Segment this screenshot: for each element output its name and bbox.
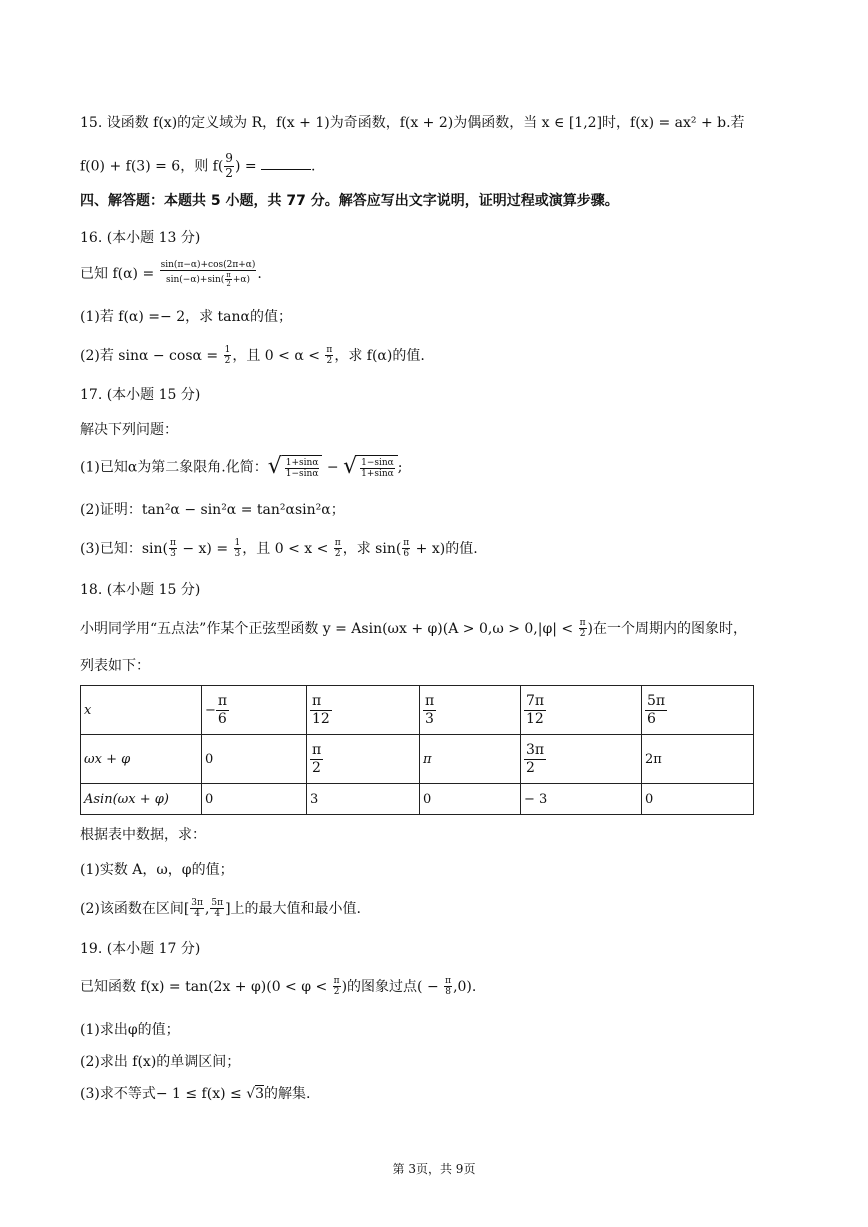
cell-den: 12: [526, 710, 544, 727]
q19-part1: (1)求出φ的值；: [80, 1022, 180, 1038]
table-row: [81, 735, 754, 784]
q16-part1: (1)若 f(α) =− 2，求 tanα的值；: [80, 309, 293, 325]
q18-line1-post: )在一个周期内的图象时，: [587, 620, 747, 637]
q17-intro: 解决下列问题：: [80, 422, 178, 438]
q19-given: [80, 976, 476, 998]
q16-p2-mid: ，且 0 < α <: [232, 347, 325, 364]
table-cell: [307, 686, 420, 735]
cell-sign: −: [205, 702, 216, 718]
q18-line1-pre: 小明同学用“五点法”作某个正弦型函数 y = Asin(ωx + φ)(A > 0,ω > 0,|φ| <: [80, 620, 578, 637]
q16-p2-f2-num: π: [326, 345, 333, 355]
q19-f1-num: π: [333, 976, 340, 986]
q16-den-inner-num: π: [226, 271, 231, 280]
cell-text: 0: [205, 751, 214, 767]
q18-line2: 列表如下：: [80, 658, 150, 674]
q16-p2-pre: (2)若 sinα − cosα =: [80, 347, 223, 364]
cell-num: π: [425, 692, 435, 709]
q15-line1: 15. 设函数 f(x)的定义域为 R，f(x + 1)为奇函数，f(x + 2)为偶函数，当 x ∈ [1,2]时，f(x) = ax² + b.若: [80, 115, 745, 131]
q18-p2-frac1: [190, 898, 204, 920]
cell-num: 5π: [647, 692, 666, 709]
q16-p2-frac1: [224, 345, 232, 367]
q17-p3-f2-num: 1: [234, 538, 241, 548]
q17-radical-2: [343, 455, 398, 480]
q17-r2-num: 1−sinα: [361, 458, 394, 468]
five-point-table: [80, 685, 754, 815]
table-cell: 0: [642, 784, 754, 815]
q19-part2: (2)求出 f(x)的单调区间；: [80, 1054, 241, 1070]
table-cell: [642, 735, 754, 784]
q15-fraction: [224, 152, 234, 181]
q17-p3-pre: (3)已知：sin(: [80, 540, 168, 557]
q17-p3-c: ，求 sin(: [342, 540, 402, 557]
cell-fraction: [423, 693, 436, 728]
table-cell: [521, 686, 642, 735]
q16-p2-f2-den: 2: [326, 356, 333, 367]
row2-label: ωx + φ: [84, 751, 131, 767]
q18-p2-f2-den: 4: [214, 909, 221, 920]
q17-radical-2-body: [357, 455, 398, 480]
q17-p3-frac1: [169, 538, 177, 560]
q19-f1-den: 2: [333, 987, 340, 998]
q18-p2-post: ]上的最大值和最小值.: [225, 900, 361, 917]
q19-p3-radicand: 3: [255, 1086, 265, 1102]
table-cell: [521, 735, 642, 784]
table-row: [81, 686, 754, 735]
section-heading: 四、解答题：本题共 5 小题，共 77 分。解答应写出文字说明，证明过程或演算步骤。: [80, 193, 619, 209]
cell-num: π: [310, 693, 332, 711]
q17-p3-f1-den: 3: [170, 549, 176, 560]
table-cell: 0: [202, 784, 307, 815]
q15-line2-pre: f(0) + f(3) = 6，则 f(: [80, 158, 224, 175]
q17-p3-a: − x) =: [177, 540, 233, 557]
cell-fraction: [310, 742, 323, 777]
q17-header: 17. (本小题 15 分): [80, 387, 201, 403]
q17-r2-den: 1+sinα: [361, 469, 394, 480]
q17-p3-f2-den: 3: [234, 549, 241, 560]
q18-line1-f-num: π: [579, 618, 586, 628]
q15-line2-post: ) =: [234, 158, 262, 175]
q17-part3: [80, 538, 478, 560]
sqrt-icon: √: [267, 454, 282, 480]
q16-p2-f1-num: 1: [224, 345, 231, 355]
q19-part3: [80, 1086, 310, 1103]
q17-p3-f3-num: π: [334, 538, 341, 548]
cell-num: π: [217, 692, 228, 709]
q19-p3-pre: (3)求不等式− 1 ≤ f(x) ≤: [80, 1086, 247, 1102]
q17-p3-f4-den: 6: [403, 549, 410, 560]
q16-p2-f1-den: 2: [224, 356, 231, 367]
q17-part2: (2)证明：tan²α − sin²α = tan²αsin²α；: [80, 502, 345, 518]
q16-given-den: [160, 271, 257, 288]
q15-line2: f(0) + f(3) = 6，则 f( $\frac{9}{2}$ ) = .: [80, 151, 316, 180]
q19-p3-post: 的解集.: [264, 1086, 311, 1102]
cell-den: 2: [312, 759, 321, 776]
q17-p3-f1-num: π: [169, 538, 176, 548]
q17-p1-pre: (1)已知α为第二象限角.化简：: [80, 459, 268, 476]
q19-given-frac2: [444, 976, 452, 998]
q18-line1-frac: [579, 618, 587, 640]
table-cell-label: [81, 686, 202, 735]
q18-p2-f1-den: 4: [194, 909, 200, 920]
q19-given-post: ,0).: [453, 978, 477, 995]
q17-p3-frac3: [334, 538, 342, 560]
q16-den-post: +α): [232, 275, 251, 286]
cell-den: 6: [647, 710, 656, 727]
table-cell: 0: [420, 784, 521, 815]
q19-header: 19. (本小题 17 分): [80, 941, 201, 957]
q16-given-fraction: [160, 260, 257, 288]
q16-header: 16. (本小题 13 分): [80, 230, 201, 246]
cell-den: 12: [312, 710, 330, 727]
q17-p1-post: ;: [397, 459, 403, 476]
q17-p3-post: + x)的值.: [411, 540, 478, 557]
q18-p2-f2-num: 5π: [211, 898, 224, 908]
cell-den: 3: [425, 710, 434, 727]
q18-line1: [80, 618, 747, 640]
q17-r1-fraction: [285, 458, 320, 480]
cell-den: 2: [526, 759, 535, 776]
q18-line1-f-den: 2: [579, 629, 586, 640]
cell-fraction: [645, 693, 667, 728]
q16-den-pre: sin(−α)+sin(: [166, 275, 225, 286]
q19-given-frac1: [333, 976, 341, 998]
row1-label: x: [84, 702, 92, 718]
q16-p2-frac2: [325, 345, 333, 367]
q15-frac-num: 9: [225, 151, 233, 165]
cell-den: 6: [217, 710, 227, 727]
q17-p3-frac2: [234, 538, 242, 560]
table-cell-label: [81, 735, 202, 784]
q19-given-mid: )的图象过点( −: [341, 978, 444, 995]
cell-fraction: [524, 742, 546, 777]
table-cell: [420, 735, 521, 784]
q18-p2-pre: (2)该函数在区间[: [80, 900, 190, 917]
q19-given-pre: 已知函数 f(x) = tan(2x + φ)(0 < φ <: [80, 978, 332, 995]
q15-frac-den: 2: [225, 165, 233, 180]
page-footer: 第 3页，共 9页: [392, 1162, 476, 1176]
q18-header: 18. (本小题 15 分): [80, 582, 201, 598]
table-cell: [307, 735, 420, 784]
cell-num: 3π: [526, 741, 545, 758]
cell-fraction: [524, 693, 546, 728]
q17-radical-1-body: [282, 455, 323, 480]
cell-text: π: [423, 751, 432, 767]
q16-den-inner-fraction: [225, 271, 232, 288]
q18-p2-f1-num: 3π: [191, 898, 203, 908]
q18-p2-frac2: [210, 898, 224, 920]
q17-r2-fraction: [360, 458, 395, 480]
q17-p3-frac4: [402, 538, 410, 560]
q16-given: [80, 260, 262, 288]
q16-given-post: .: [257, 266, 262, 283]
cell-fraction: [216, 693, 229, 728]
q18-part2: [80, 898, 361, 920]
q17-radical-1: [268, 455, 323, 480]
q16-given-pre: 已知 f(α) =: [80, 266, 159, 283]
q17-p3-b: ，且 0 < x <: [242, 540, 333, 557]
q18-part1: (1)实数 A，ω，φ的值；: [80, 862, 234, 878]
table-cell: [420, 686, 521, 735]
table-cell: [202, 686, 307, 735]
q18-after: 根据表中数据，求：: [80, 827, 206, 843]
q16-den-inner-den: 2: [226, 280, 231, 289]
q17-r1-den: 1−sinα: [285, 469, 319, 480]
sqrt-icon: √: [246, 1086, 256, 1102]
q19-f2-num: π: [445, 976, 452, 986]
q17-p3-f3-den: 2: [334, 549, 341, 560]
q18-p2-comma: ,: [204, 900, 210, 917]
q17-r1-num: 1+sinα: [285, 458, 319, 468]
q17-p1-minus: −: [326, 459, 339, 476]
cell-fraction: [310, 693, 332, 728]
q17-p3-f4-num: π: [403, 538, 410, 548]
row3-label: Asin(ωx + φ): [84, 791, 169, 807]
cell-text: 2π: [645, 751, 662, 767]
q16-p2-post: ，求 f(α)的值.: [334, 347, 425, 364]
table-cell-label: [81, 784, 202, 815]
cell-num: 7π: [526, 692, 545, 709]
table-cell: 3: [307, 784, 420, 815]
q16-given-num: sin(π−α)+cos(2π+α): [160, 260, 256, 270]
table-row: [81, 784, 754, 815]
table-cell: [642, 686, 754, 735]
q17-part1: [80, 455, 402, 480]
table-cell: [202, 735, 307, 784]
q19-f2-den: 8: [445, 987, 451, 998]
q16-part2: [80, 345, 425, 367]
sqrt-icon: √: [343, 454, 358, 480]
answer-blank[interactable]: [261, 159, 311, 170]
table-cell: − 3: [521, 784, 642, 815]
cell-num: π: [312, 741, 322, 758]
